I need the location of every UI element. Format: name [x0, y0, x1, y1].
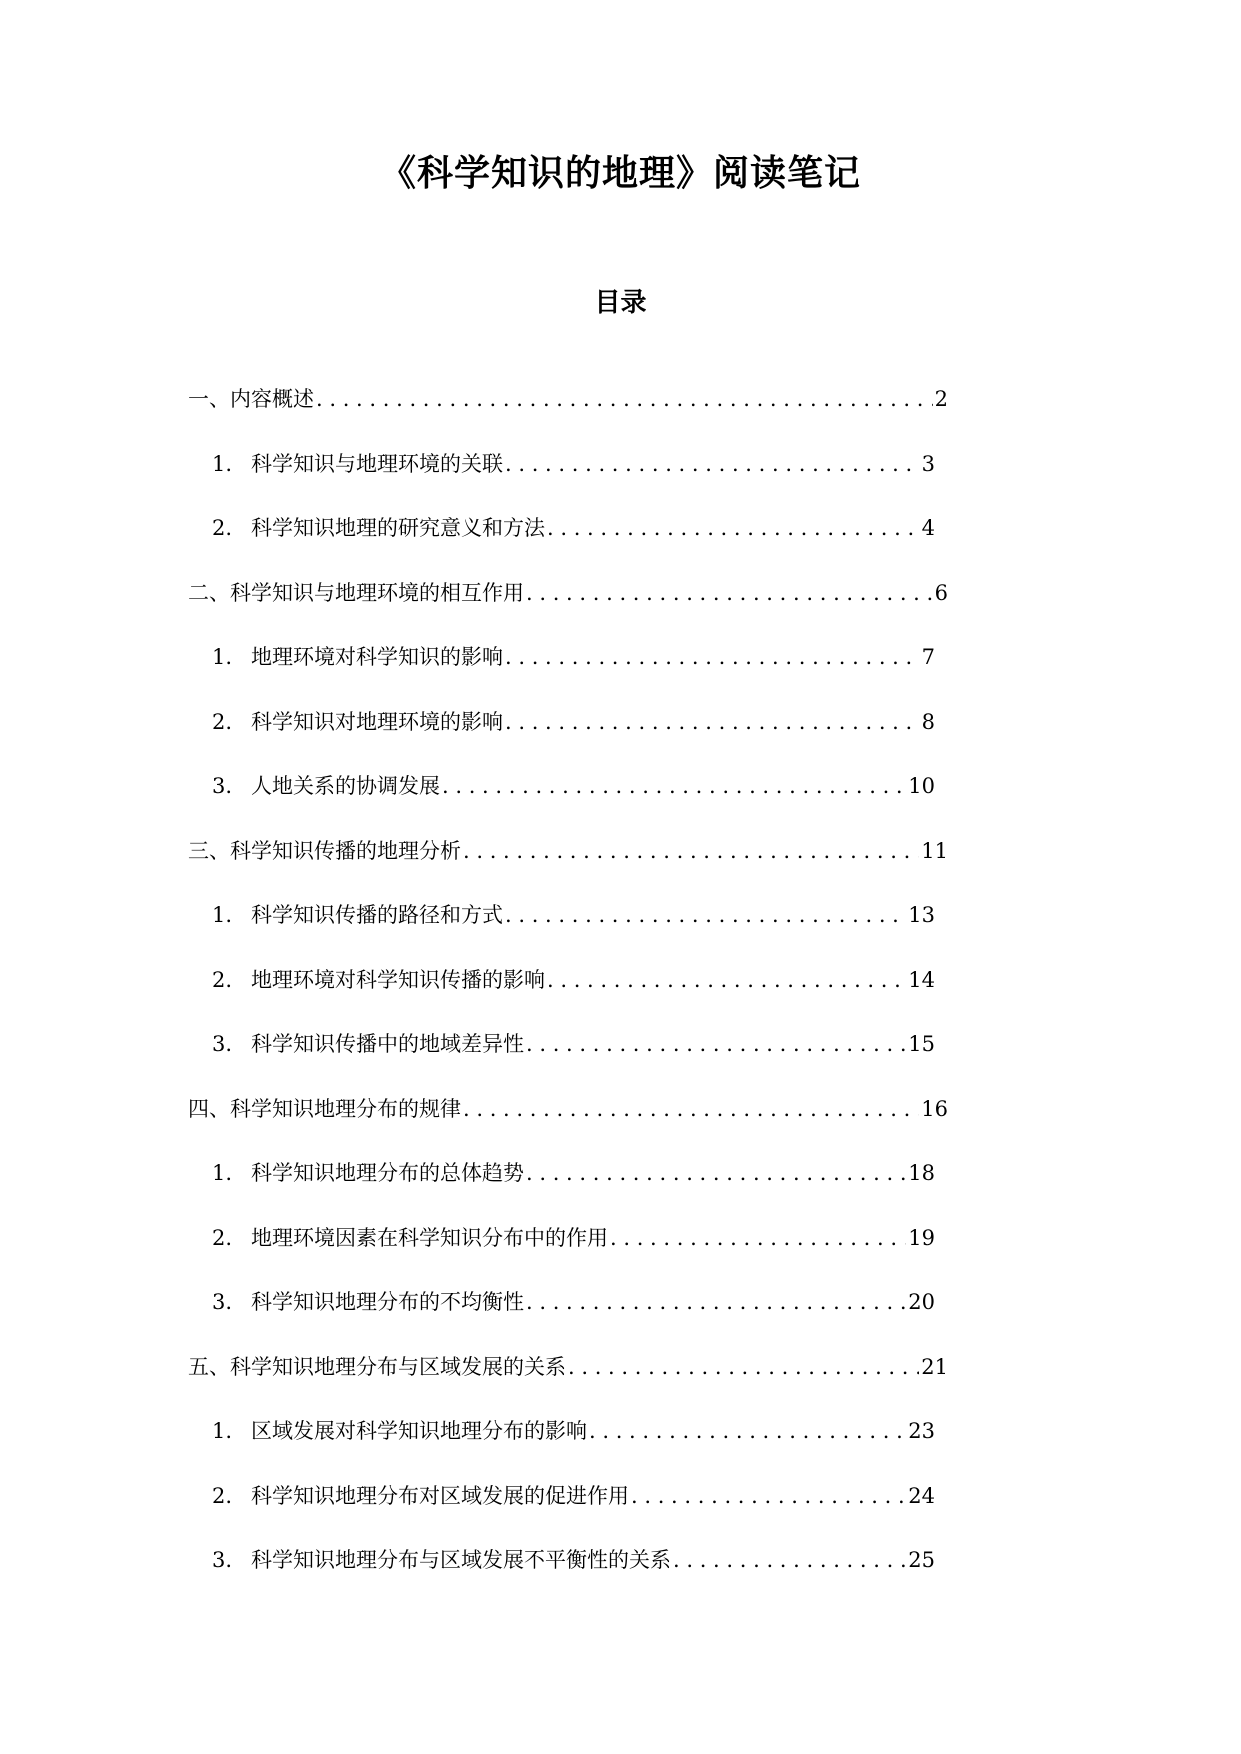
toc-entry-number: 2.	[212, 709, 233, 734]
toc-dot-leader	[442, 771, 906, 801]
toc-entry-page: 2	[934, 387, 948, 411]
toc-entry-number: 2.	[212, 1225, 233, 1250]
toc-entry[interactable]	[212, 1158, 935, 1188]
toc-entry-title: 二、科学知识与地理环境的相互作用	[188, 580, 524, 605]
toc-dot-leader	[547, 513, 920, 543]
toc-dot-leader	[631, 1481, 906, 1511]
toc-entry[interactable]	[188, 384, 948, 414]
toc-entry-number: 1.	[212, 1161, 233, 1185]
toc-entry[interactable]	[212, 771, 935, 801]
toc-dot-leader	[463, 1094, 919, 1124]
toc-entry-title: 四、科学知识地理分布的规律	[188, 1096, 461, 1121]
toc-entry-page: 14	[908, 967, 935, 992]
toc-entry-number: 2.	[212, 1483, 233, 1508]
toc-entry-page: 19	[908, 1225, 935, 1250]
toc-dot-leader	[505, 707, 920, 737]
toc-entry[interactable]	[212, 1287, 935, 1317]
toc-entry[interactable]	[212, 1223, 935, 1253]
toc-entry[interactable]	[212, 449, 935, 479]
toc-entry-title: 五、科学知识地理分布与区域发展的关系	[188, 1354, 566, 1379]
toc-entry-number: 3.	[212, 1032, 233, 1056]
toc-entry-title: 科学知识地理分布与区域发展不平衡性的关系	[251, 1548, 671, 1572]
toc-entry[interactable]	[212, 900, 935, 930]
toc-entry-number: 1.	[212, 1419, 233, 1443]
toc-entry[interactable]	[212, 1545, 935, 1575]
toc-entry-page: 3	[921, 451, 935, 476]
toc-entry-title: 科学知识地理的研究意义和方法	[251, 516, 545, 540]
toc-entry[interactable]	[212, 642, 935, 672]
toc-heading: 目录	[594, 288, 647, 318]
toc-entry-page: 8	[921, 709, 935, 734]
toc-dot-leader	[505, 449, 920, 479]
toc-entry[interactable]	[212, 965, 935, 995]
toc-entry[interactable]	[212, 513, 935, 543]
toc-dot-leader	[526, 1287, 906, 1317]
toc-entry-page: 15	[908, 1032, 935, 1056]
toc-entry-page: 24	[908, 1483, 935, 1508]
toc-entry-number: 3.	[212, 774, 233, 798]
toc-entry-page: 4	[921, 516, 935, 540]
toc-entry[interactable]	[212, 1481, 935, 1511]
toc-dot-leader	[505, 642, 920, 672]
toc-entry[interactable]	[188, 836, 948, 866]
toc-entry-title: 区域发展对科学知识地理分布的影响	[251, 1419, 587, 1443]
toc-entry[interactable]	[212, 707, 935, 737]
toc-entry-page: 23	[908, 1419, 935, 1443]
toc-entry-page: 20	[908, 1290, 935, 1314]
toc-dot-leader	[547, 965, 906, 995]
toc-entry-title: 地理环境对科学知识传播的影响	[251, 967, 545, 992]
toc-entry-number: 1.	[212, 645, 233, 669]
toc-entry[interactable]	[188, 1352, 948, 1382]
toc-dot-leader	[568, 1352, 919, 1382]
toc-entry-title: 一、内容概述	[188, 387, 314, 411]
toc-dot-leader	[526, 1029, 906, 1059]
toc-entry-number: 1.	[212, 903, 233, 927]
toc-entry-title: 科学知识地理分布对区域发展的促进作用	[251, 1483, 629, 1508]
toc-entry-page: 13	[908, 903, 935, 927]
toc-entry-title: 三、科学知识传播的地理分析	[188, 838, 461, 863]
toc-entry-title: 科学知识与地理环境的关联	[251, 451, 503, 476]
toc-dot-leader	[316, 384, 933, 414]
toc-dot-leader	[526, 578, 933, 608]
toc-dot-leader	[463, 836, 919, 866]
toc-entry[interactable]	[212, 1029, 935, 1059]
toc-entry-number: 2.	[212, 516, 233, 540]
document-title: 《科学知识的地理》阅读笔记	[379, 152, 861, 194]
toc-entry-number: 2.	[212, 967, 233, 992]
toc-entry[interactable]	[188, 578, 948, 608]
toc-entry-page: 25	[908, 1548, 935, 1572]
toc-entry[interactable]	[188, 1094, 948, 1124]
toc-entry-title: 地理环境对科学知识的影响	[251, 645, 503, 669]
toc-entry-number: 1.	[212, 451, 233, 476]
toc-dot-leader	[526, 1158, 906, 1188]
toc-entry-number: 3.	[212, 1290, 233, 1314]
toc-dot-leader	[589, 1416, 906, 1446]
toc-entry-page: 16	[921, 1096, 948, 1121]
toc-entry-page: 6	[934, 580, 948, 605]
toc-entry-title: 科学知识传播中的地域差异性	[251, 1032, 524, 1056]
toc-entry-number: 3.	[212, 1548, 233, 1572]
toc-entry-title: 人地关系的协调发展	[251, 774, 440, 798]
toc-dot-leader	[505, 900, 906, 930]
toc-entry-page: 10	[908, 774, 935, 798]
toc-dot-leader	[610, 1223, 906, 1253]
toc-entry-title: 科学知识对地理环境的影响	[251, 709, 503, 734]
toc-entry-page: 18	[908, 1161, 935, 1185]
toc-entry-title: 地理环境因素在科学知识分布中的作用	[251, 1225, 608, 1250]
toc-entry-title: 科学知识传播的路径和方式	[251, 903, 503, 927]
toc-entry-page: 7	[921, 645, 935, 669]
toc-entry-page: 11	[921, 838, 948, 863]
toc-entry-title: 科学知识地理分布的不均衡性	[251, 1290, 524, 1314]
toc-entry-page: 21	[921, 1354, 948, 1379]
toc-entry-title: 科学知识地理分布的总体趋势	[251, 1161, 524, 1185]
toc-dot-leader	[673, 1545, 906, 1575]
toc-entry[interactable]	[212, 1416, 935, 1446]
